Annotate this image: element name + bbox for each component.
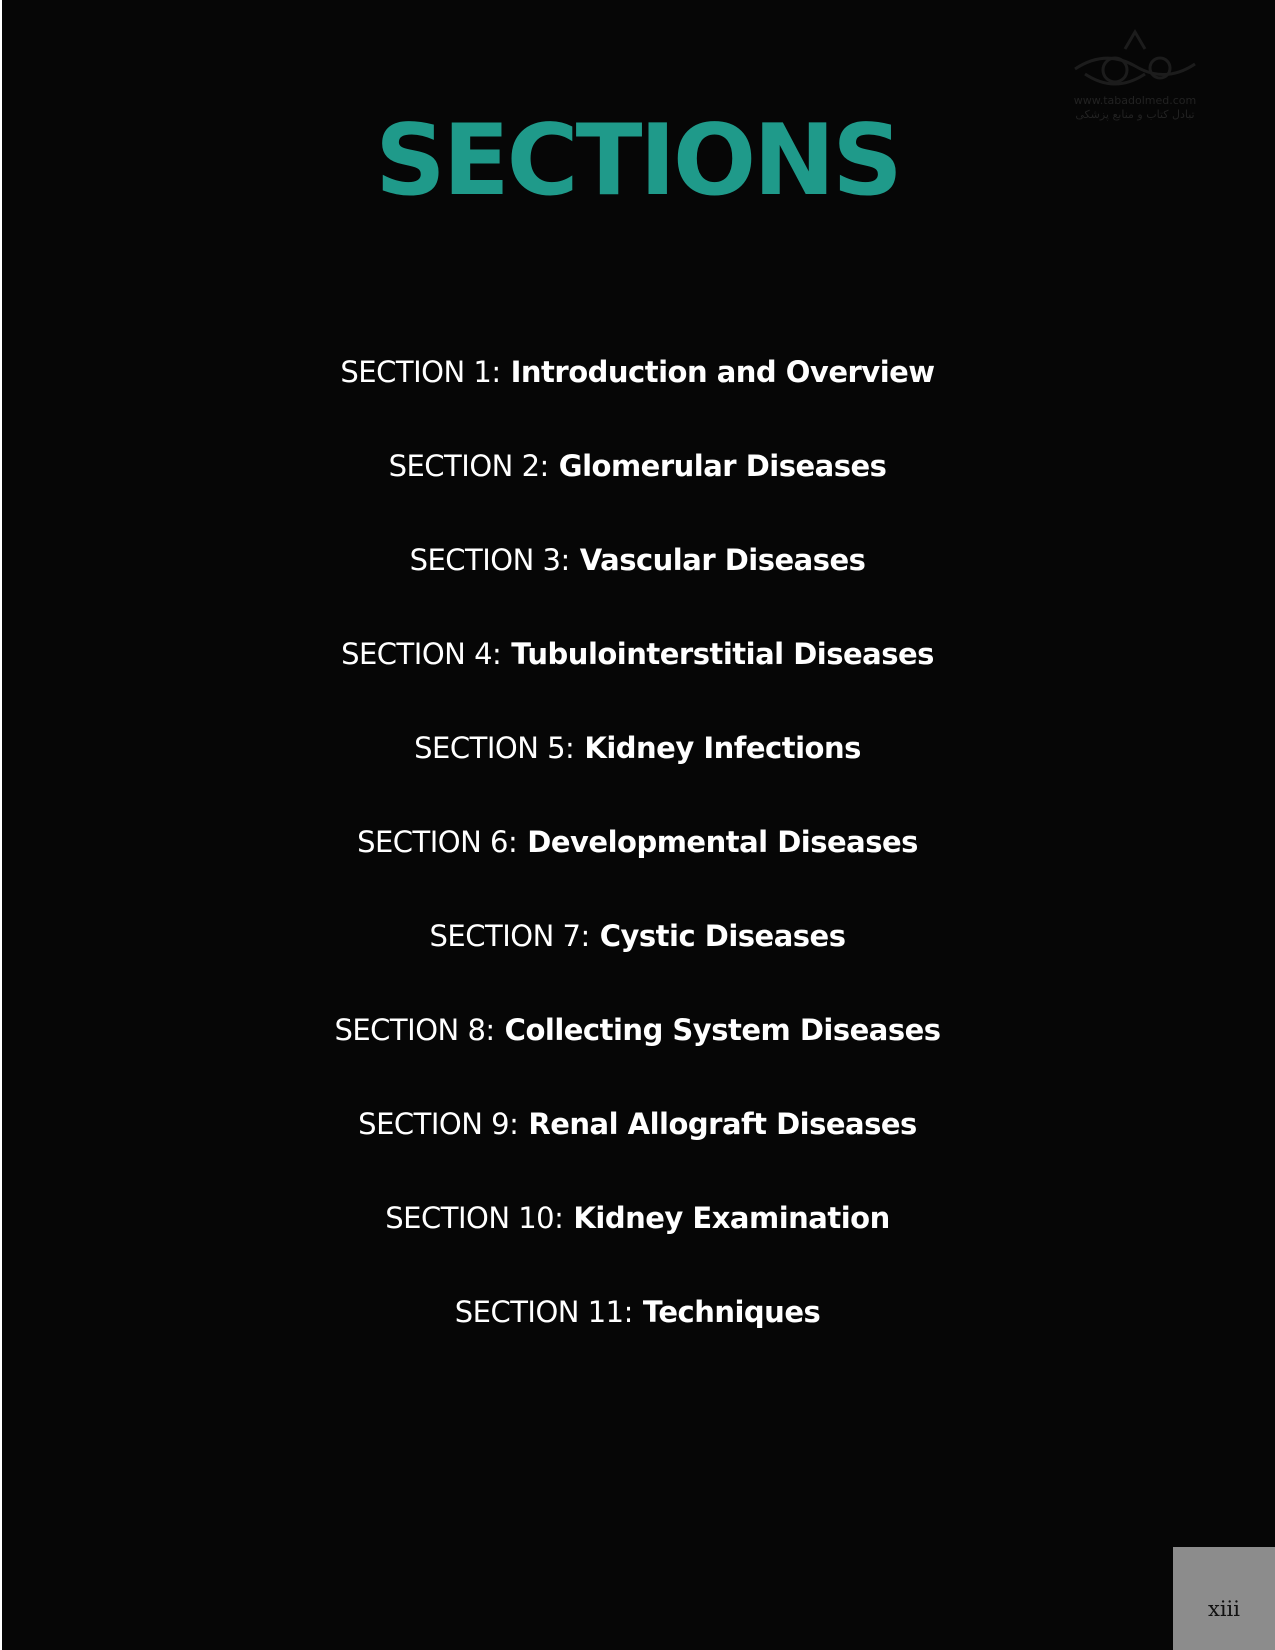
section-item bbox=[0, 726, 1275, 820]
section-item bbox=[0, 1290, 1275, 1384]
section-name: Vascular Diseases bbox=[579, 543, 866, 577]
page-number: xiii bbox=[1208, 1597, 1240, 1621]
section-name: Collecting System Diseases bbox=[504, 1013, 941, 1047]
section-number: SECTION 10: bbox=[385, 1201, 564, 1235]
section-item bbox=[0, 444, 1275, 538]
section-name: Renal Allograft Diseases bbox=[528, 1107, 917, 1141]
section-item bbox=[0, 350, 1275, 444]
watermark-tagline: تبادل کتاب و منابع پزشکی bbox=[1075, 108, 1195, 121]
page-number-tab bbox=[1173, 1547, 1275, 1650]
section-name: Cystic Diseases bbox=[599, 919, 846, 953]
watermark-url: www.tabadolmed.com bbox=[1073, 94, 1197, 107]
section-item bbox=[0, 1008, 1275, 1102]
section-number: SECTION 2: bbox=[388, 449, 549, 483]
section-name: Glomerular Diseases bbox=[558, 449, 887, 483]
section-number: SECTION 11: bbox=[454, 1295, 633, 1329]
page-title: SECTIONS bbox=[375, 104, 900, 218]
eye-logo-icon bbox=[1065, 24, 1205, 94]
section-item bbox=[0, 632, 1275, 726]
section-name: Techniques bbox=[642, 1295, 821, 1329]
section-name: Tubulointerstitial Diseases bbox=[511, 637, 934, 671]
section-name: Kidney Examination bbox=[573, 1201, 890, 1235]
section-name: Developmental Diseases bbox=[527, 825, 918, 859]
section-item bbox=[0, 1102, 1275, 1196]
section-number: SECTION 1: bbox=[340, 355, 501, 389]
section-number: SECTION 6: bbox=[357, 825, 518, 859]
section-number: SECTION 8: bbox=[334, 1013, 495, 1047]
section-number: SECTION 5: bbox=[414, 731, 575, 765]
section-item bbox=[0, 538, 1275, 632]
section-name: Kidney Infections bbox=[584, 731, 861, 765]
section-number: SECTION 9: bbox=[358, 1107, 519, 1141]
section-number: SECTION 7: bbox=[429, 919, 590, 953]
section-list bbox=[0, 350, 1275, 1384]
section-item bbox=[0, 914, 1275, 1008]
section-item bbox=[0, 820, 1275, 914]
section-name: Introduction and Overview bbox=[510, 355, 935, 389]
section-number: SECTION 4: bbox=[341, 637, 502, 671]
section-number: SECTION 3: bbox=[409, 543, 570, 577]
section-item bbox=[0, 1196, 1275, 1290]
